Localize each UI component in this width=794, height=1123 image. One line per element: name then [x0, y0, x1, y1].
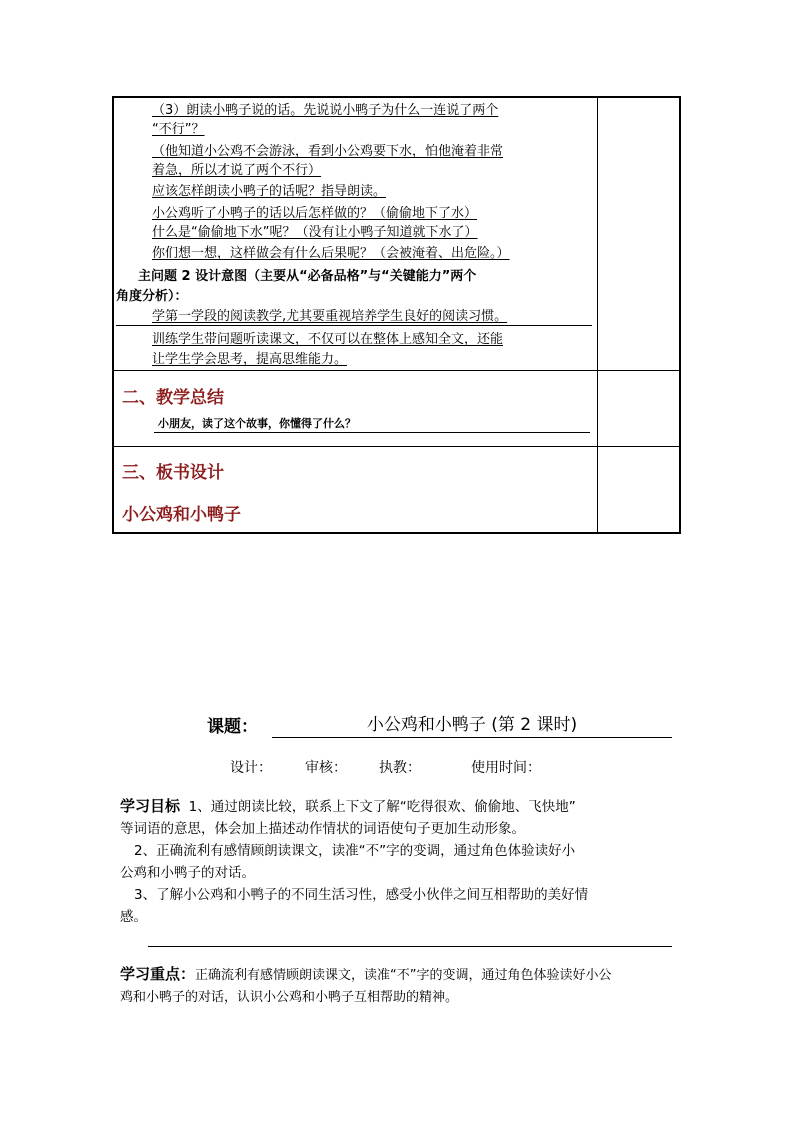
goal-2-line-b: 公鸡和小鸭子的对话。 [120, 865, 255, 881]
row-divider-1 [114, 370, 679, 371]
goal-1-line-b: 等词语的意思，体会加上描述动作情状的词语使句子更加生动形象。 [120, 821, 525, 837]
reading-step-line: “不行”？ [152, 122, 205, 137]
reading-step-line: 着急，所以才说了两个不行） [152, 163, 322, 178]
reading-step-line: 你们想一想，这样做会有什么后果呢？（会被淹着、出危险。） [152, 246, 510, 261]
summary-question: 小朋友，读了这个故事，你懂得了什么？ [158, 417, 356, 430]
goal-3-line-a: 3、了解小公鸡和小鸭子的不同生活习性，感受小伙伴之间互相帮助的美好情 [134, 887, 589, 903]
column-divider [597, 98, 598, 532]
design-intent-line: 学第一学段的阅读教学,尤其要重视培养学生良好的阅读习惯。 [152, 309, 508, 324]
learning-goals [120, 795, 676, 928]
goal-1-line-a: 1、通过朗读比较，联系上下文了解“吃得很欢、偷偷地、飞快地” [188, 799, 576, 815]
focus-line-b: 鸡和小鸭子的对话，认识小公鸡和小鸭子互相帮助的精神。 [120, 990, 459, 1005]
goal-3-line-b: 感。 [120, 909, 147, 925]
reading-step-line: （3）朗读小鸭子说的话。先说说小鸭子为什么一连说了两个 [152, 103, 499, 118]
reading-step-line: 小公鸡听了小鸭子的话以后怎样做的？（偷偷地下了水） [152, 206, 478, 221]
section-summary-title: 二、教学总结 [122, 388, 224, 408]
section-board-title: 三、板书设计 [122, 463, 224, 483]
meta-review: 审核： [305, 760, 347, 776]
reading-step-line: 什么是“偷偷地下水”呢？（没有让小鸭子知道就下水了） [152, 225, 478, 240]
lesson-title-label: 课题： [207, 717, 258, 737]
focus-label: 学习重点： [120, 965, 196, 983]
underline-rule [116, 325, 592, 326]
row-divider-2 [114, 446, 679, 447]
goals-label: 学习目标 [120, 797, 181, 815]
lesson-title-value: 小公鸡和小鸭子 (第 2 课时) [272, 710, 672, 738]
design-intent-line: 让学生学会思考，提高思维能力。 [152, 352, 348, 367]
separator-rule [148, 946, 672, 947]
lesson-plan-table [112, 96, 681, 534]
meta-teach: 执教： [379, 760, 421, 776]
meta-time: 使用时间： [471, 760, 541, 776]
design-intent-title: 主问题 2 设计意图（主要从“必备品格”与“关键能力”两个 [138, 269, 477, 284]
board-design-text: 小公鸡和小鸭子 [122, 505, 241, 525]
reading-step-line: 应该怎样朗读小鸭子的话呢？指导朗读。 [152, 184, 387, 199]
design-intent-title-cont: 角度分析）： [116, 289, 188, 304]
underline-rule [154, 432, 590, 433]
reading-step-line: （他知道小公鸡不会游泳，看到小公鸡要下水，怕他淹着非常 [152, 144, 504, 159]
learning-focus [120, 963, 676, 1009]
meta-design: 设计： [230, 760, 272, 776]
design-intent-line: 训练学生带问题听读课文，不仅可以在整体上感知全文，还能 [152, 332, 504, 347]
focus-line-a: 正确流利有感情顾朗读课文，读准“不”字的变调，通过角色体验读好小公 [195, 968, 612, 983]
goal-2-line-a: 2、正确流利有感情顾朗读课文，读准“不”字的变调，通过角色体验读好小 [134, 843, 576, 859]
